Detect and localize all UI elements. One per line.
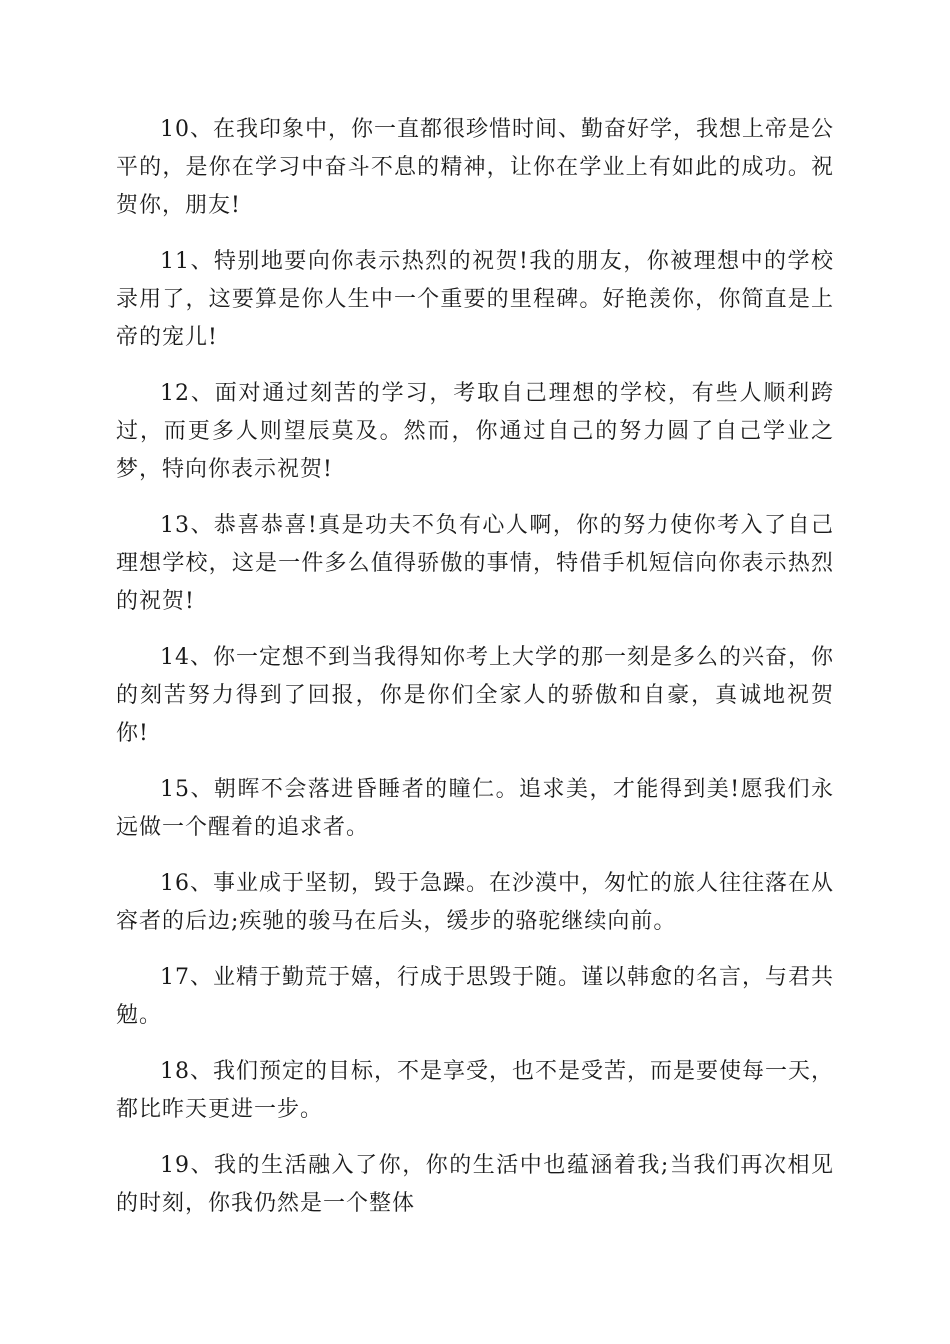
paragraph-11: 11、特别地要向你表示热烈的祝贺!我的朋友，你被理想中的学校录用了，这要算是你人生中一个重要的里程碑。好艳羡你，你简直是上帝的宠儿! xyxy=(116,249,834,350)
paragraph-13: 13、恭喜恭喜!真是功夫不负有心人啊，你的努力使你考入了自己理想学校，这是一件多么值得骄傲的事情，特借手机短信向你表示热烈的祝贺! xyxy=(116,513,834,614)
paragraph-12: 12、面对通过刻苦的学习，考取自己理想的学校，有些人顺利跨过，而更多人则望辰莫及。然而，你通过自己的努力圆了自己学业之梦，特向你表示祝贺! xyxy=(116,381,834,482)
paragraph-19: 19、我的生活融入了你，你的生活中也蕴涵着我;当我们再次相见的时刻，你我仍然是一个整体 xyxy=(116,1153,834,1216)
paragraph-14: 14、你一定想不到当我得知你考上大学的那一刻是多么的兴奋，你的刻苦努力得到了回报，你是你们全家人的骄傲和自豪，真诚地祝贺你! xyxy=(116,645,834,746)
paragraph-16: 16、事业成于坚韧，毁于急躁。在沙漠中，匆忙的旅人往往落在从容者的后边;疾驰的骏马在后头，缓步的骆驼继续向前。 xyxy=(116,871,834,934)
paragraph-15: 15、朝晖不会落进昏睡者的瞳仁。追求美，才能得到美!愿我们永远做一个醒着的追求者。 xyxy=(116,777,834,840)
paragraph-10: 10、在我印象中，你一直都很珍惜时间、勤奋好学，我想上帝是公平的，是你在学习中奋斗不息的精神，让你在学业上有如此的成功。祝贺你，朋友! xyxy=(116,117,834,218)
paragraph-18: 18、我们预定的目标，不是享受，也不是受苦，而是要使每一天，都比昨天更进一步。 xyxy=(116,1059,834,1122)
document-body xyxy=(116,111,834,1241)
paragraph-17: 17、业精于勤荒于嬉，行成于思毁于随。谨以韩愈的名言，与君共勉。 xyxy=(116,965,834,1028)
